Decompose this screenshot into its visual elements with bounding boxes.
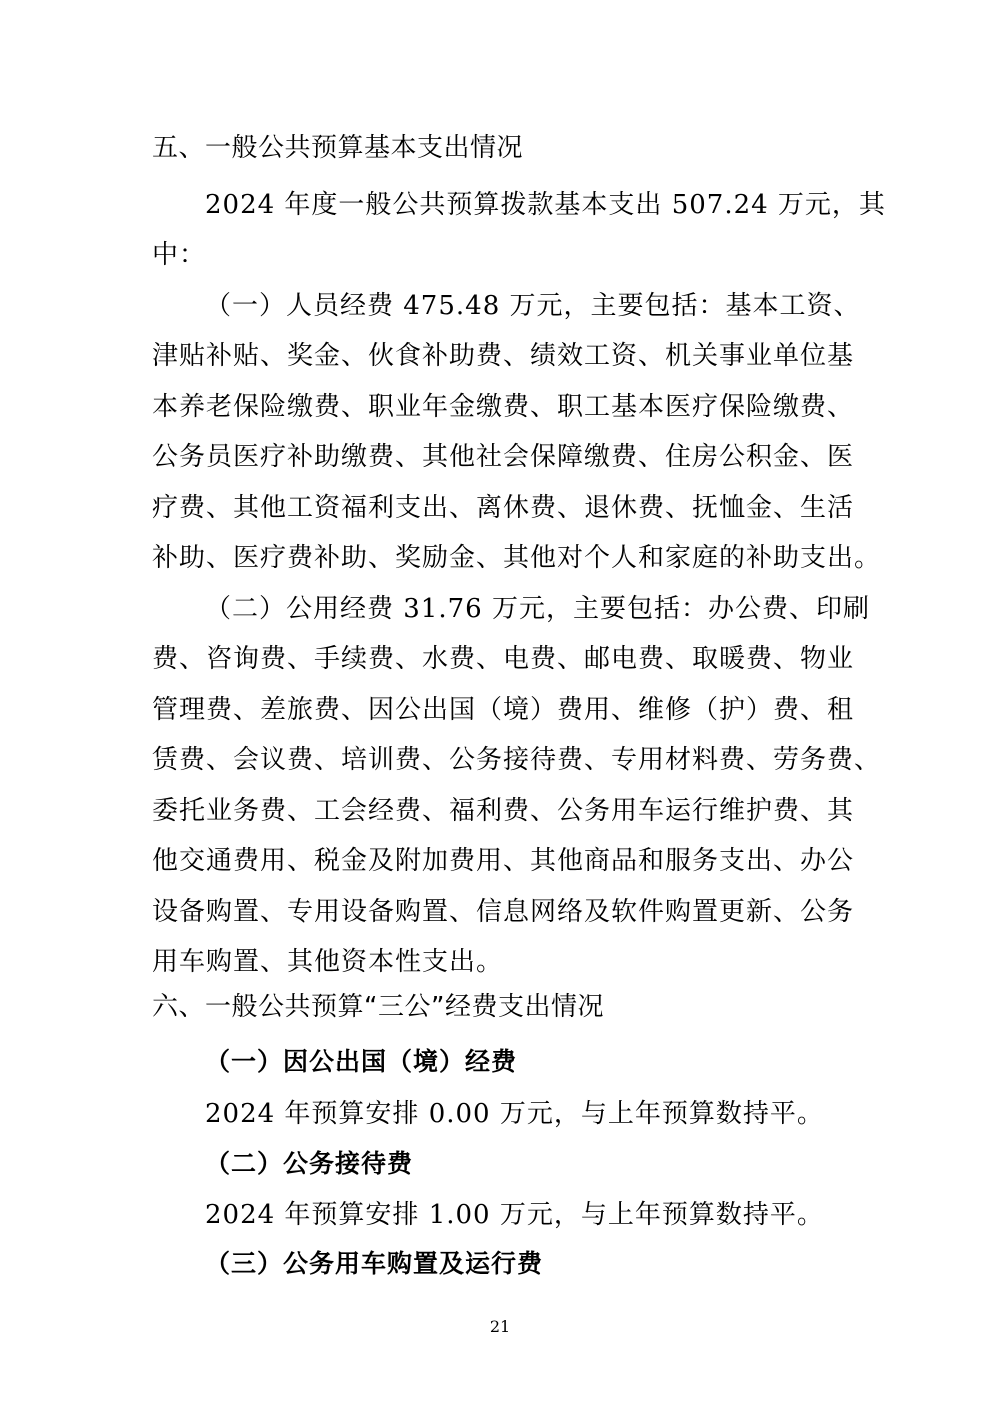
public-expense-line: 管理费、差旅费、因公出国（境）费用、维修（护）费、租	[152, 695, 855, 725]
sub-heading-overseas-travel: （一）因公出国（境）经费	[205, 1047, 518, 1076]
official-reception-text: 2024 年预算安排 1.00 万元，与上年预算数持平。	[205, 1200, 824, 1230]
personnel-expense-line: 疗费、其他工资福利支出、离休费、退休费、抚恤金、生活	[152, 493, 855, 523]
section5-intro-line: 2024 年度一般公共预算拨款基本支出 507.24 万元，其	[205, 190, 886, 220]
public-expense-line: 设备购置、专用设备购置、信息网络及软件购置更新、公务	[152, 897, 855, 927]
public-expense-line: （二）公用经费 31.76 万元，主要包括：办公费、印刷	[205, 594, 870, 624]
section5-intro-line: 中：	[152, 240, 207, 270]
public-expense-line: 他交通费用、税金及附加费用、其他商品和服务支出、办公	[152, 846, 855, 876]
public-expense-line: 费、咨询费、手续费、水费、电费、邮电费、取暖费、物业	[152, 644, 855, 674]
personnel-expense-line: 公务员医疗补助缴费、其他社会保障缴费、住房公积金、医	[152, 442, 855, 472]
sub-heading-official-reception: （二）公务接待费	[205, 1149, 414, 1178]
public-expense-line: 委托业务费、工会经费、福利费、公务用车运行维护费、其	[152, 796, 855, 826]
personnel-expense-line: 补助、医疗费补助、奖励金、其他对个人和家庭的补助支出。	[152, 543, 882, 573]
page-number: 21	[489, 1317, 511, 1336]
personnel-expense-line: （一）人员经费 475.48 万元，主要包括：基本工资、	[205, 291, 861, 321]
section5-heading: 五、一般公共预算基本支出情况	[152, 133, 524, 163]
section6-heading: 六、一般公共预算“三公”经费支出情况	[152, 992, 604, 1022]
public-expense-line: 赁费、会议费、培训费、公务接待费、专用材料费、劳务费、	[152, 745, 882, 775]
personnel-expense-line: 津贴补贴、奖金、伙食补助费、绩效工资、机关事业单位基	[152, 341, 855, 371]
personnel-expense-line: 本养老保险缴费、职业年金缴费、职工基本医疗保险缴费、	[152, 392, 855, 422]
overseas-travel-text: 2024 年预算安排 0.00 万元，与上年预算数持平。	[205, 1099, 824, 1129]
public-expense-line: 用车购置、其他资本性支出。	[152, 947, 504, 977]
sub-heading-official-vehicles: （三）公务用车购置及运行费	[205, 1249, 544, 1278]
